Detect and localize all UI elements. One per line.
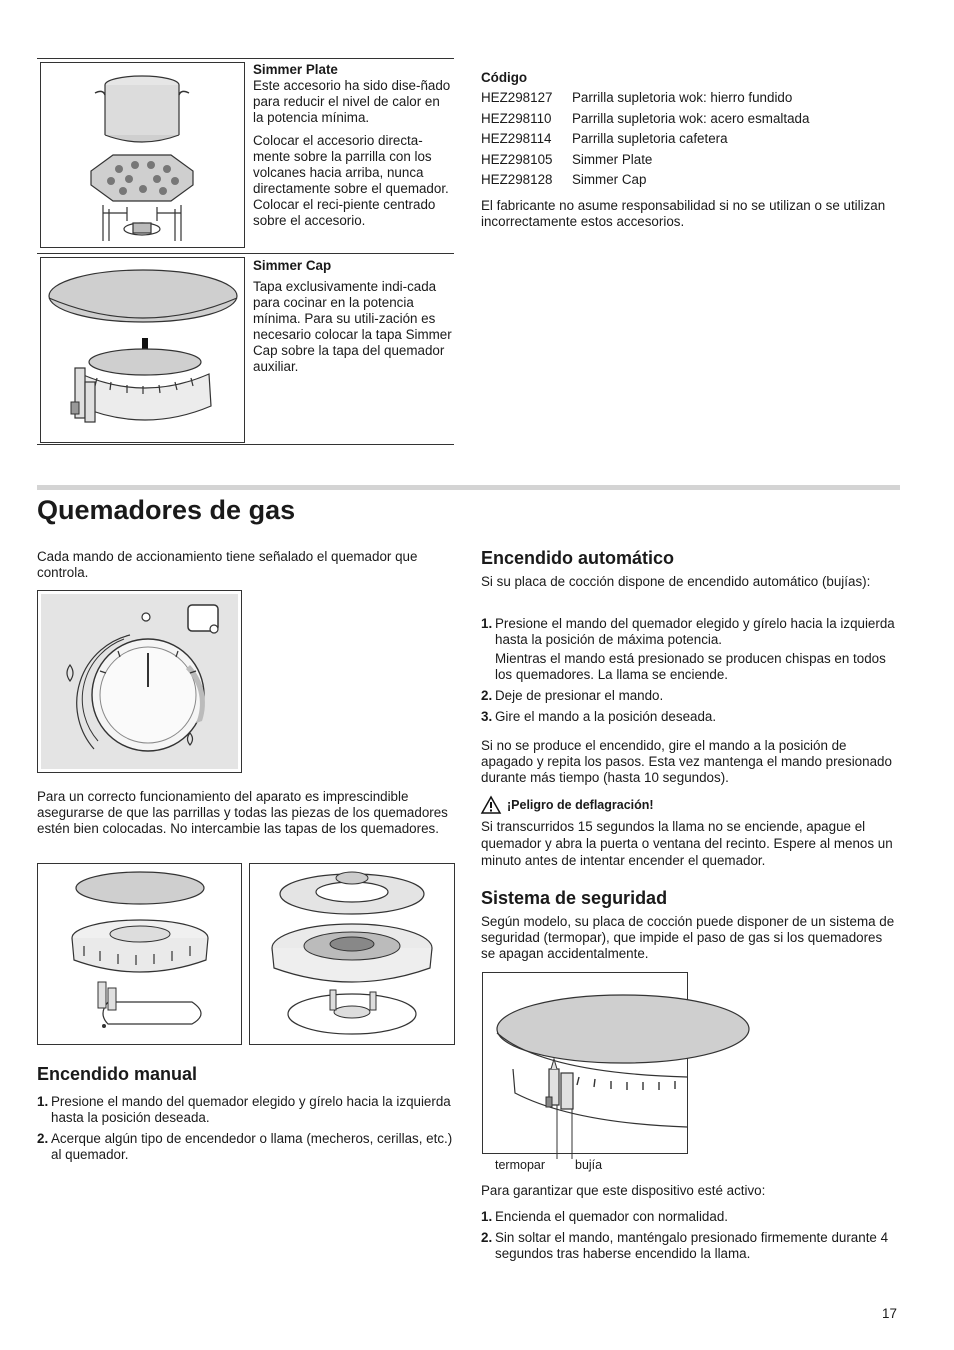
knob-figure <box>37 590 242 773</box>
warning-header <box>481 796 899 814</box>
list-item: 2. Acerque algún tipo de encendedor o llama (mecheros, cerillas, etc.) al quemador. <box>37 1131 453 1162</box>
code-row <box>481 111 901 132</box>
auto-intro: Si su placa de cocción dispone de encendido automático (bujías): <box>481 574 871 589</box>
code-row <box>481 131 901 152</box>
label-bujia: bujía <box>575 1158 603 1172</box>
code-row <box>481 90 901 111</box>
auto-ignition-heading: Encendido automático <box>481 548 675 568</box>
warning-block <box>481 796 899 869</box>
simmer-plate-title: Simmer Plate <box>253 62 338 77</box>
warning-icon <box>481 796 501 814</box>
simmer-cap-figure <box>40 257 245 443</box>
simmer-cap-text <box>253 258 453 375</box>
simmer-cap-p1: Tapa exclusivamente indi-cada para cocinar en la potencia mínima. Para su utili-zación es necesario colocar la tapa Simmer Cap sobre la tapa del quemador auxiliar. <box>253 279 452 374</box>
simmer-plate-p1: Este accesorio ha sido dise-ñado para reducir el nivel de calor en la potencia mínima. <box>253 78 451 125</box>
list-item: 2. Sin soltar el mando, manténgalo presionado firmemente durante 4 segundos tras haberse encendido la llama. <box>481 1230 889 1261</box>
safety-intro: Según modelo, su placa de cocción puede disponer de un sistema de seguridad (termopar), que impide el paso de gas si los quemadores se apagan accidentalmente. <box>481 914 895 961</box>
code-id: HEZ298128 <box>481 172 553 187</box>
manual-steps <box>37 1094 455 1168</box>
code-row <box>481 172 901 193</box>
table-mid-rule <box>37 253 454 254</box>
small-burner-figure <box>37 863 242 1045</box>
code-id: HEZ298105 <box>481 151 553 167</box>
code-desc: Parrilla supletoria wok: hierro fundido <box>572 90 793 105</box>
code-desc: Parrilla supletoria cafetera <box>572 131 728 146</box>
table-top-rule <box>37 58 454 59</box>
code-row <box>481 152 901 173</box>
disclaimer: El fabricante no asume responsabilidad si no se utilizan o se utilizan incorrectamente estos accesorios. <box>481 197 886 229</box>
warning-text: Si transcurridos 15 segundos la llama no se enciende, apague el quemador y abra la puerta o ventana del recinto. Espere al menos un minuto antes de intentar encender el quemador. <box>481 819 893 868</box>
code-id: HEZ298127 <box>481 90 553 105</box>
auto-steps <box>481 616 899 730</box>
page-number: 17 <box>882 1306 897 1321</box>
simmer-plate-text <box>253 62 453 229</box>
codes-title: Código <box>481 70 528 85</box>
manual-ignition-heading: Encendido manual <box>37 1064 198 1084</box>
code-desc: Parrilla supletoria wok: acero esmaltada <box>572 110 810 126</box>
safety-steps <box>481 1209 899 1267</box>
code-desc: Simmer Cap <box>572 172 647 187</box>
large-burner-figure <box>249 863 455 1045</box>
auto-para: Si no se produce el encendido, gire el mando a la posición de apagado y repita los pasos. Esta vez mantenga el mando presionado durante más tiempo (hasta 10 segundos). <box>481 738 892 785</box>
code-list <box>481 90 901 193</box>
simmer-plate-figure <box>40 62 245 248</box>
list-item: 2. Deje de presionar el mando. <box>481 688 664 703</box>
intro-text: Cada mando de accionamiento tiene señalado el quemador que controla. <box>37 549 418 580</box>
list-item: 1. Encienda el quemador con normalidad. <box>481 1209 728 1224</box>
section-divider <box>37 485 900 490</box>
safety-para: Para garantizar que este dispositivo esté activo: <box>481 1183 766 1198</box>
list-item: 1. Presione el mando del quemador elegido y gírelo hacia la izquierda hasta la posición de máxima potencia. Mientras el mando está presionado se producen chispas en todos los quemadores. La llama se enciende. <box>481 616 895 682</box>
simmer-plate-p2: Colocar el accesorio directa-mente sobre la parrilla con los volcanes hacia arriba, nunca directamente sobre el quemador. Colocar el reci-piente centrado sobre el accesorio. <box>253 133 449 228</box>
safety-heading: Sistema de seguridad <box>481 888 668 908</box>
simmer-cap-title: Simmer Cap <box>253 258 332 273</box>
code-desc: Simmer Plate <box>572 151 653 167</box>
thermocouple-figure <box>482 972 688 1172</box>
para-instructions: Para un correcto funcionamiento del aparato es imprescindible asegurarse de que las parrillas y todas las piezas de los quemadores estén bien colocadas. No intercambie las tapas de los quemadores. <box>37 789 448 836</box>
code-id: HEZ298114 <box>481 131 552 146</box>
list-item: 3. Gire el mando a la posición deseada. <box>481 709 717 724</box>
page-title: Quemadores de gas <box>37 495 296 525</box>
code-id: HEZ298110 <box>481 110 552 126</box>
label-termopar: termopar <box>495 1158 546 1172</box>
warning-title: ¡Peligro de deflagración! <box>507 798 654 812</box>
codes-block <box>481 70 901 230</box>
table-bottom-rule <box>37 444 454 445</box>
list-item: 1. Presione el mando del quemador elegido y gírelo hacia la izquierda hasta la posición deseada. <box>37 1094 451 1125</box>
